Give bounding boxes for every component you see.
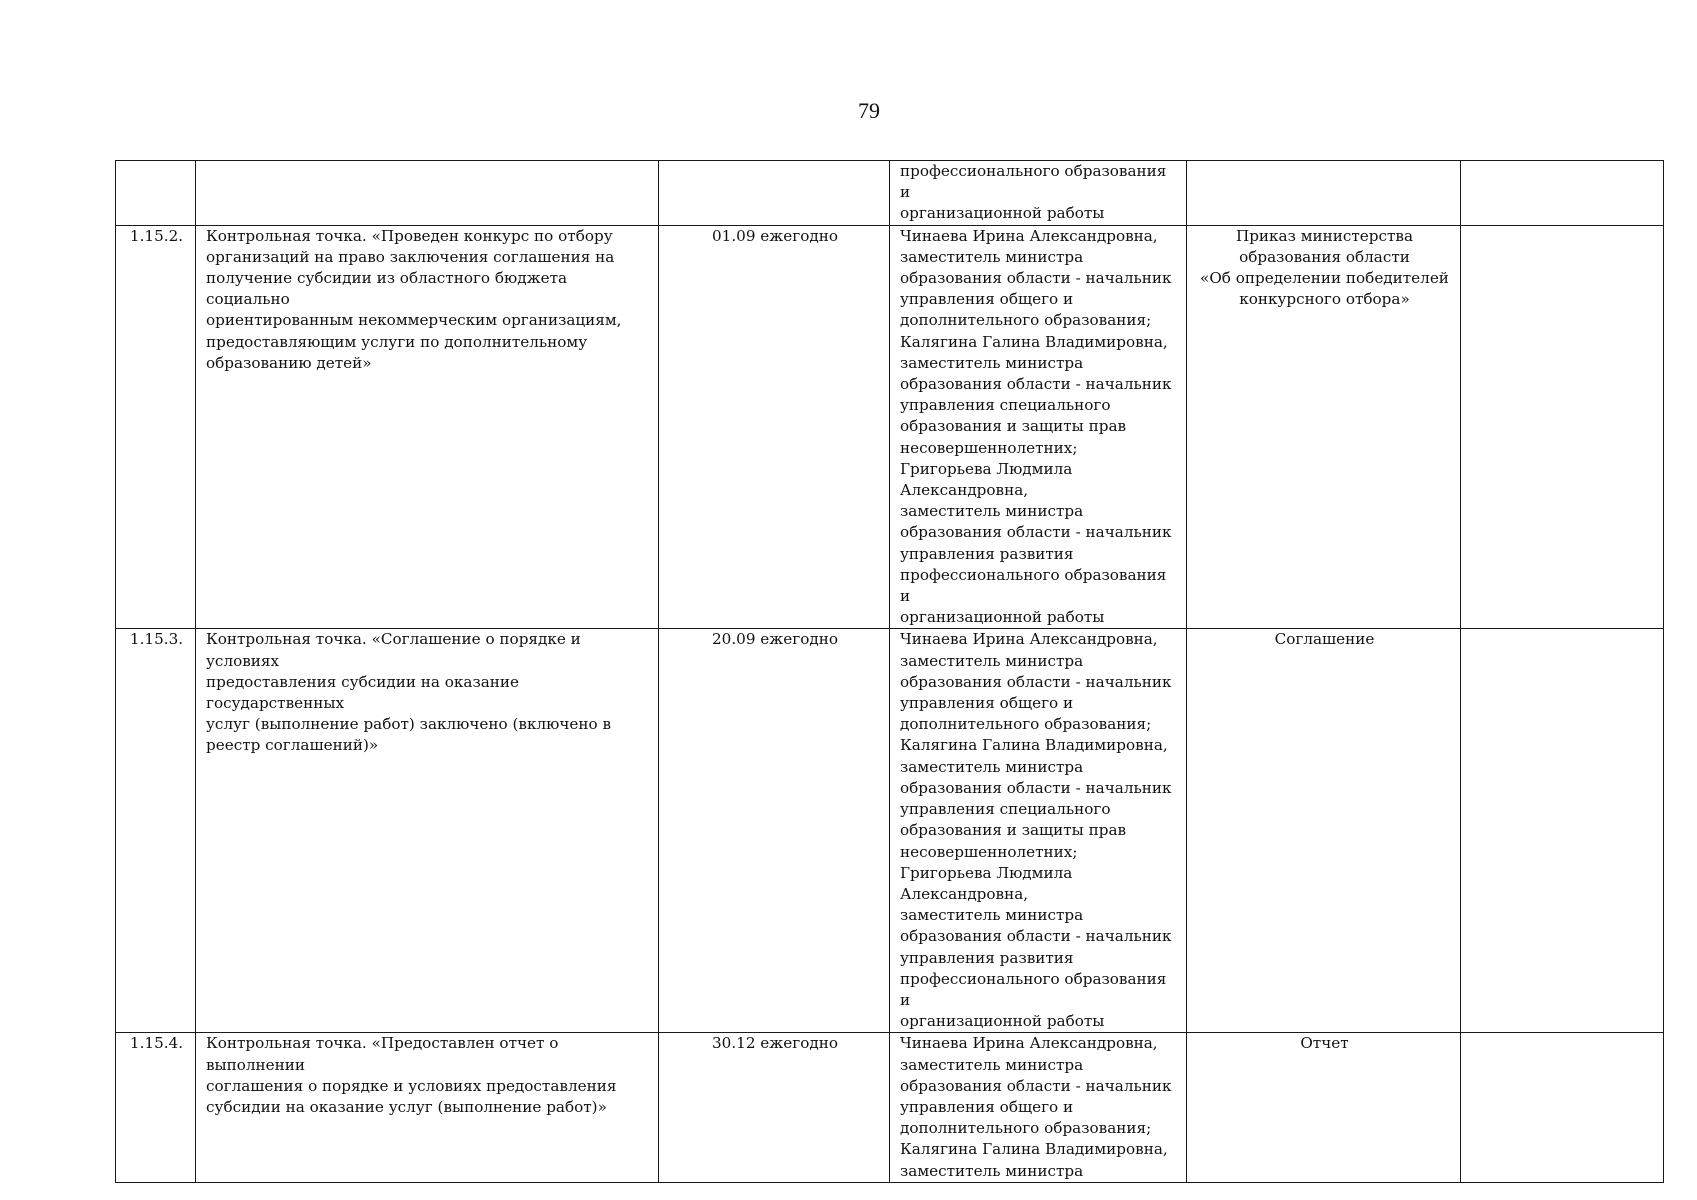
- event-cell: Контрольная точка. «Проведен конкурс по отбору организаций на право заключения соглашения на получение субсидии из областного бюджета социально ориентированным некоммерческим организациям, предоставляющим услуги по дополнительному образованию детей»: [196, 225, 659, 629]
- responsible-cell: Чинаева Ирина Александровна, заместитель министра образования области - начальник управления общего и дополнительного образования; Калягина Галина Владимировна, заместитель министра образования области - начальник управления специального образования и защиты прав несовершеннолетних; Григорьева Людмила Александровна, заместитель министра образования области - начальник управления развития профессионального образования и организационной работы: [890, 225, 1187, 629]
- document-cell: Приказ министерства образования области «Об определении победителей конкурсного отбора»: [1187, 225, 1461, 629]
- date-cell: [659, 161, 890, 226]
- event-cell: [196, 161, 659, 226]
- row-number-cell: 1.15.4.: [116, 1033, 196, 1182]
- note-cell: [1461, 161, 1664, 226]
- note-cell: [1461, 1033, 1664, 1182]
- row-number-cell: 1.15.2.: [116, 225, 196, 629]
- table-row: [116, 629, 1664, 1033]
- document-cell: [1187, 161, 1461, 226]
- control-points-table: [115, 160, 1664, 1183]
- row-number-cell: 1.15.3.: [116, 629, 196, 1033]
- responsible-cell: Чинаева Ирина Александровна, заместитель министра образования области - начальник управления общего и дополнительного образования; Калягина Галина Владимировна, заместитель министра образования области - начальник управления специального образования и защиты прав несовершеннолетних; Григорьева Людмила Александровна, заместитель министра образования области - начальник управления развития профессионального образования и организационной работы: [890, 629, 1187, 1033]
- table-row: [116, 161, 1664, 226]
- date-cell: 30.12 ежегодно: [659, 1033, 890, 1182]
- document-cell: Соглашение: [1187, 629, 1461, 1033]
- event-cell: Контрольная точка. «Соглашение о порядке и условиях предоставления субсидии на оказание государственных услуг (выполнение работ) заключено (включено в реестр соглашений)»: [196, 629, 659, 1033]
- responsible-cell: профессионального образования и организационной работы: [890, 161, 1187, 226]
- note-cell: [1461, 225, 1664, 629]
- date-cell: 20.09 ежегодно: [659, 629, 890, 1033]
- page-number: 79: [858, 98, 880, 123]
- table-row: [116, 1033, 1664, 1182]
- row-number-cell: [116, 161, 196, 226]
- event-cell: Контрольная точка. «Предоставлен отчет о выполнении соглашения о порядке и условиях предоставления субсидии на оказание услуг (выполнение работ)»: [196, 1033, 659, 1182]
- responsible-cell: Чинаева Ирина Александровна, заместитель министра образования области - начальник управления общего и дополнительного образования; Калягина Галина Владимировна, заместитель министра: [890, 1033, 1187, 1182]
- document-cell: Отчет: [1187, 1033, 1461, 1182]
- note-cell: [1461, 629, 1664, 1033]
- date-cell: 01.09 ежегодно: [659, 225, 890, 629]
- table-row: [116, 225, 1664, 629]
